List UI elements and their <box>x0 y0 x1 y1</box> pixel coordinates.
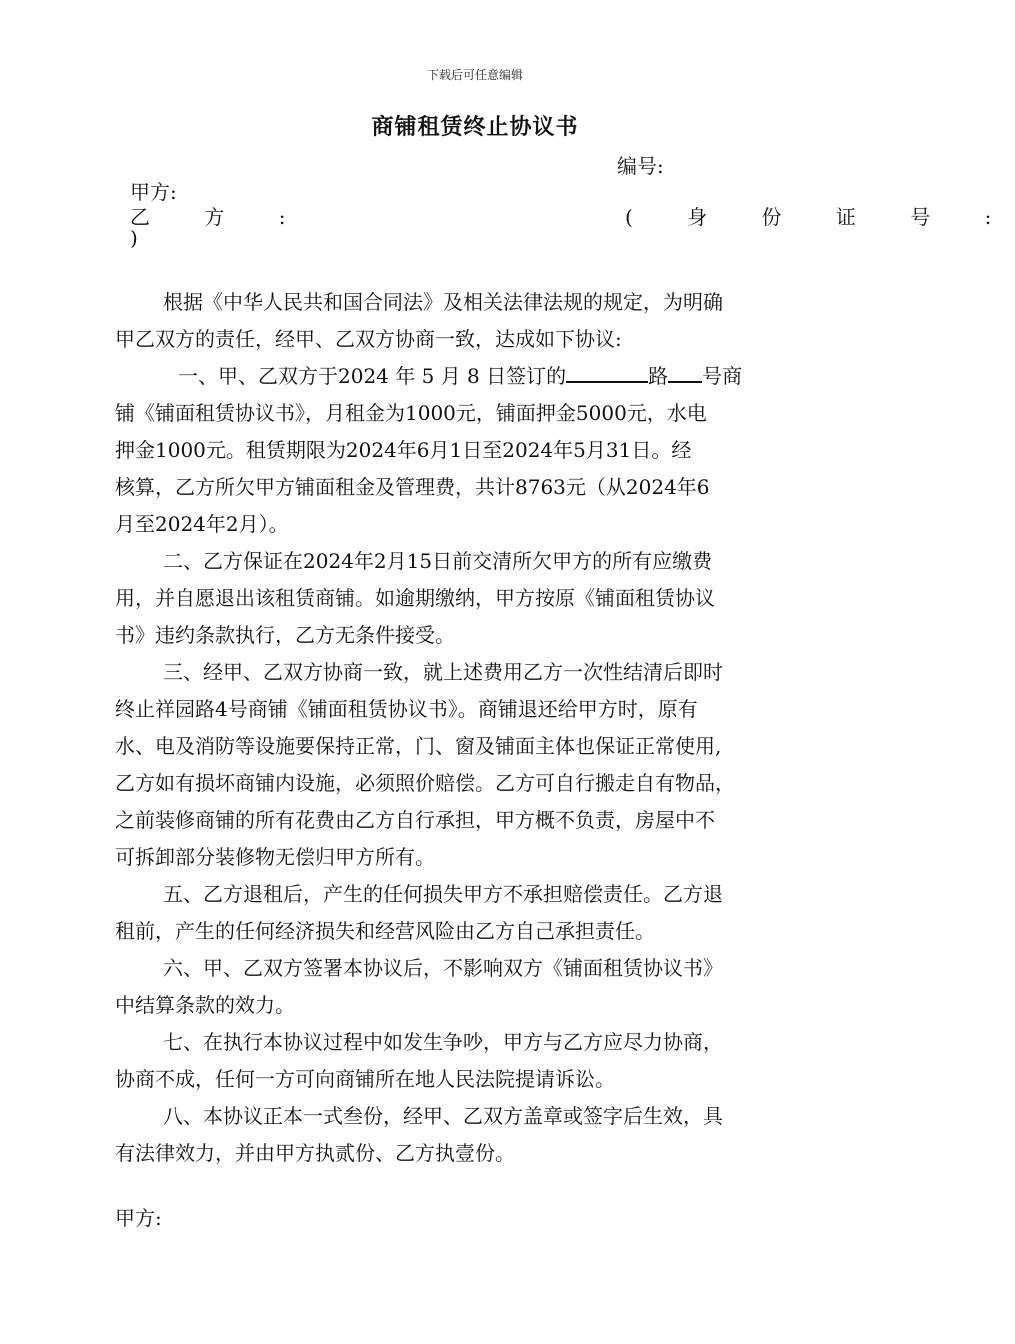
paragraph-line: 八、本协议正本一式叁份，经甲、乙双方盖章或签字后生效，具 <box>163 1104 723 1128</box>
paragraph-line: 五、乙方退租后，产生的任何损失甲方不承担赔偿责任。乙方退 <box>163 882 723 906</box>
paragraph-line: 之前装修商铺的所有花费由乙方自行承担，甲方概不负责，房屋中不 <box>115 808 715 832</box>
paragraph-line: 三、经甲、乙双方协商一致，就上述费用乙方一次性结清后即时 <box>163 660 723 684</box>
road-label: 路 <box>648 364 669 388</box>
id-number-label: ( 身 份 证 号 : <box>625 205 1015 229</box>
paragraph-line: 七、在执行本协议过程中如发生争吵，甲方与乙方应尽力协商， <box>163 1030 723 1054</box>
paragraph-line: 协商不成，任何一方可向商铺所在地人民法院提请诉讼。 <box>115 1067 615 1091</box>
paragraph-line: 终止祥园路4号商铺《铺面租赁协议书》。商铺退还给甲方时，原有 <box>115 697 698 721</box>
paragraph-line: 水、电及消防等设施要保持正常，门、窗及铺面主体也保证正常使用, <box>115 734 722 758</box>
paragraph-line: 用，并自愿退出该租赁商铺。如逾期缴纳，甲方按原《铺面租赁协议 <box>115 586 715 610</box>
number-label: 编号: <box>617 154 664 178</box>
paragraph-line: 乙方如有损坏商铺内设施，必须照价赔偿。乙方可自行搬走自有物品， <box>115 771 735 795</box>
party-b-label: 乙 方 : <box>130 205 310 229</box>
paragraph-line: 租前，产生的任何经济损失和经营风险由乙方自己承担责任。 <box>115 919 655 943</box>
clause-1-first-line <box>178 360 742 389</box>
paragraph-line: 可拆卸部分装修物无偿归甲方所有。 <box>115 845 435 869</box>
id-number-close: ) <box>130 226 138 250</box>
party-a-label: 甲方: <box>130 180 177 204</box>
paragraph-line: 押金1000元。租赁期限为2024年6月1日至2024年5月31日。经 <box>115 438 692 462</box>
document-title: 商铺租赁终止协议书 <box>371 114 579 140</box>
road-blank <box>566 363 648 383</box>
footer-party-a-label: 甲方: <box>115 1206 162 1230</box>
header-note: 下载后可任意编辑 <box>426 68 523 82</box>
paragraph-line: 甲乙双方的责任，经甲、乙双方协商一致，达成如下协议: <box>115 327 622 351</box>
paragraph-line: 铺《铺面租赁协议书》，月租金为1000元，铺面押金5000元，水电 <box>115 401 707 425</box>
paragraph-line: 中结算条款的效力。 <box>115 993 295 1017</box>
paragraph-line: 书》违约条款执行，乙方无条件接受。 <box>115 623 455 647</box>
paragraph-line: 六、甲、乙双方签署本协议后，不影响双方《铺面租赁协议书》 <box>163 956 723 980</box>
paragraph-line: 核算，乙方所欠甲方铺面租金及管理费，共计8763元（从2024年6 <box>115 475 710 499</box>
paragraph-line: 根据《中华人民共和国合同法》及相关法律法规的规定，为明确 <box>163 290 723 314</box>
clause-1-text: 一、甲、乙双方于2024 年 5 月 8 日签订的 <box>178 364 567 388</box>
number-blank <box>668 363 702 383</box>
paragraph-line: 二、乙方保证在2024年2月15日前交清所欠甲方的所有应缴费 <box>163 549 713 573</box>
paragraph-line: 月至2024年2月）。 <box>115 512 289 536</box>
paragraph-line: 有法律效力，并由甲方执贰份、乙方执壹份。 <box>115 1141 515 1165</box>
shop-number-label: 号商 <box>702 364 743 388</box>
